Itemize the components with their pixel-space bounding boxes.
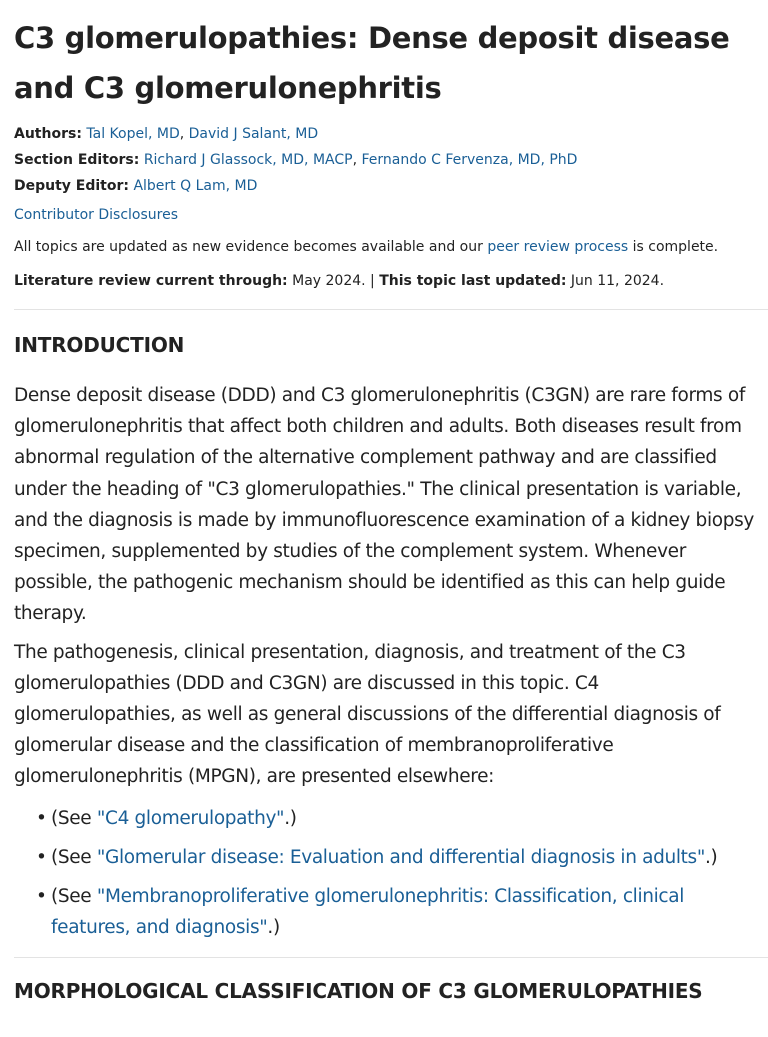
list-item (36, 803, 754, 834)
peer-review-link[interactable]: peer review process (487, 239, 629, 255)
notice-text-before: All topics are updated as new evidence becomes available and our (14, 239, 488, 255)
bullet-glyph: • (36, 807, 47, 829)
page-title: C3 glomerulopathies: Dense deposit disease and C3 glomerulonephritis (14, 21, 730, 105)
section-divider (14, 309, 768, 310)
section-divider (14, 957, 768, 958)
bullet-glyph: • (36, 885, 47, 907)
list-item (36, 881, 754, 943)
author-link-salant[interactable]: David J Salant, MD (188, 126, 319, 142)
contributor-disclosures-link[interactable]: Contributor Disclosures (14, 207, 179, 223)
author-link-kopel[interactable]: Tal Kopel, MD (86, 126, 180, 142)
reference-prefix: (See (51, 807, 97, 829)
reference-link-glomerular-disease[interactable]: "Glomerular disease: Evaluation and differential diagnosis in adults" (96, 846, 706, 868)
section-heading-introduction: INTRODUCTION (14, 333, 185, 357)
last-updated-date: Jun 11, 2024. (570, 273, 665, 289)
literature-review-date: May 2024. (292, 273, 366, 289)
literature-review-label: Literature review current through: (14, 273, 288, 289)
section-heading-morphological-classification: MORPHOLOGICAL CLASSIFICATION OF C3 GLOMERULOPATHIES (14, 978, 703, 1003)
intro-paragraph-1: Dense deposit disease (DDD) and C3 glomerulonephritis (C3GN) are rare forms of glomerulonephritis that affect both children and adults. Both diseases result from abnormal regulation of the alternative complement pathway and are classified under the heading of "C3 glomerulopathies." The clinical presentation is variable, and the diagnosis is made by immunofluorescence examination of a kidney biopsy specimen, supplemented by studies of the complement system. Whenever possible, the pathogenic mechanism should be identified as this can help guide therapy. (14, 385, 754, 625)
topic-page (0, 13, 768, 1006)
intro-paragraph-2: The pathogenesis, clinical presentation, diagnosis, and treatment of the C3 glomerulopathies (DDD and C3GN) are discussed in this topic. C4 glomerulopathies, as well as general discussions of the differential diagnosis of glomerular disease and the classification of membranoproliferative glomerulonephritis (MPGN), are presented elsewhere: (14, 641, 721, 788)
deputy-editor-label: Deputy Editor: (14, 178, 129, 194)
authors-line: Authors: Tal Kopel, MD, David J Salant, MD (14, 126, 319, 142)
deputy-editor-line (14, 173, 754, 199)
list-item (36, 842, 754, 873)
reference-suffix: .) (705, 846, 718, 868)
deputy-editor-link-lam[interactable]: Albert Q Lam, MD (133, 178, 258, 194)
bullet-glyph: • (36, 846, 47, 868)
reference-prefix: (See (51, 885, 97, 907)
reference-suffix: .) (267, 916, 280, 938)
update-notice (14, 237, 754, 257)
byline (14, 121, 754, 199)
reference-link-c4-glomerulopathy[interactable]: "C4 glomerulopathy" (96, 807, 285, 829)
contributor-disclosures-row (14, 205, 754, 225)
authors-label: Authors: (14, 126, 82, 142)
literature-review-line (14, 271, 754, 291)
literature-divider: | (370, 273, 375, 289)
section-editors-label: Section Editors: (14, 152, 140, 168)
reference-prefix: (See (51, 846, 97, 868)
section-editors-line: Section Editors: Richard J Glassock, MD, MACP, Fernando C Fervenza, MD, PhD (14, 152, 578, 168)
reference-list (36, 803, 754, 943)
last-updated-label: This topic last updated: (379, 273, 567, 289)
editor-link-glassock[interactable]: Richard J Glassock, MD, MACP (143, 152, 353, 168)
reference-suffix: .) (284, 807, 297, 829)
reference-link-mpgn[interactable]: "Membranoproliferative glomerulonephritis: Classification, clinical features, and diagnosis" (51, 885, 684, 938)
notice-text-after: is complete. (628, 239, 719, 255)
editor-link-fervenza[interactable]: Fernando C Fervenza, MD, PhD (361, 152, 578, 168)
